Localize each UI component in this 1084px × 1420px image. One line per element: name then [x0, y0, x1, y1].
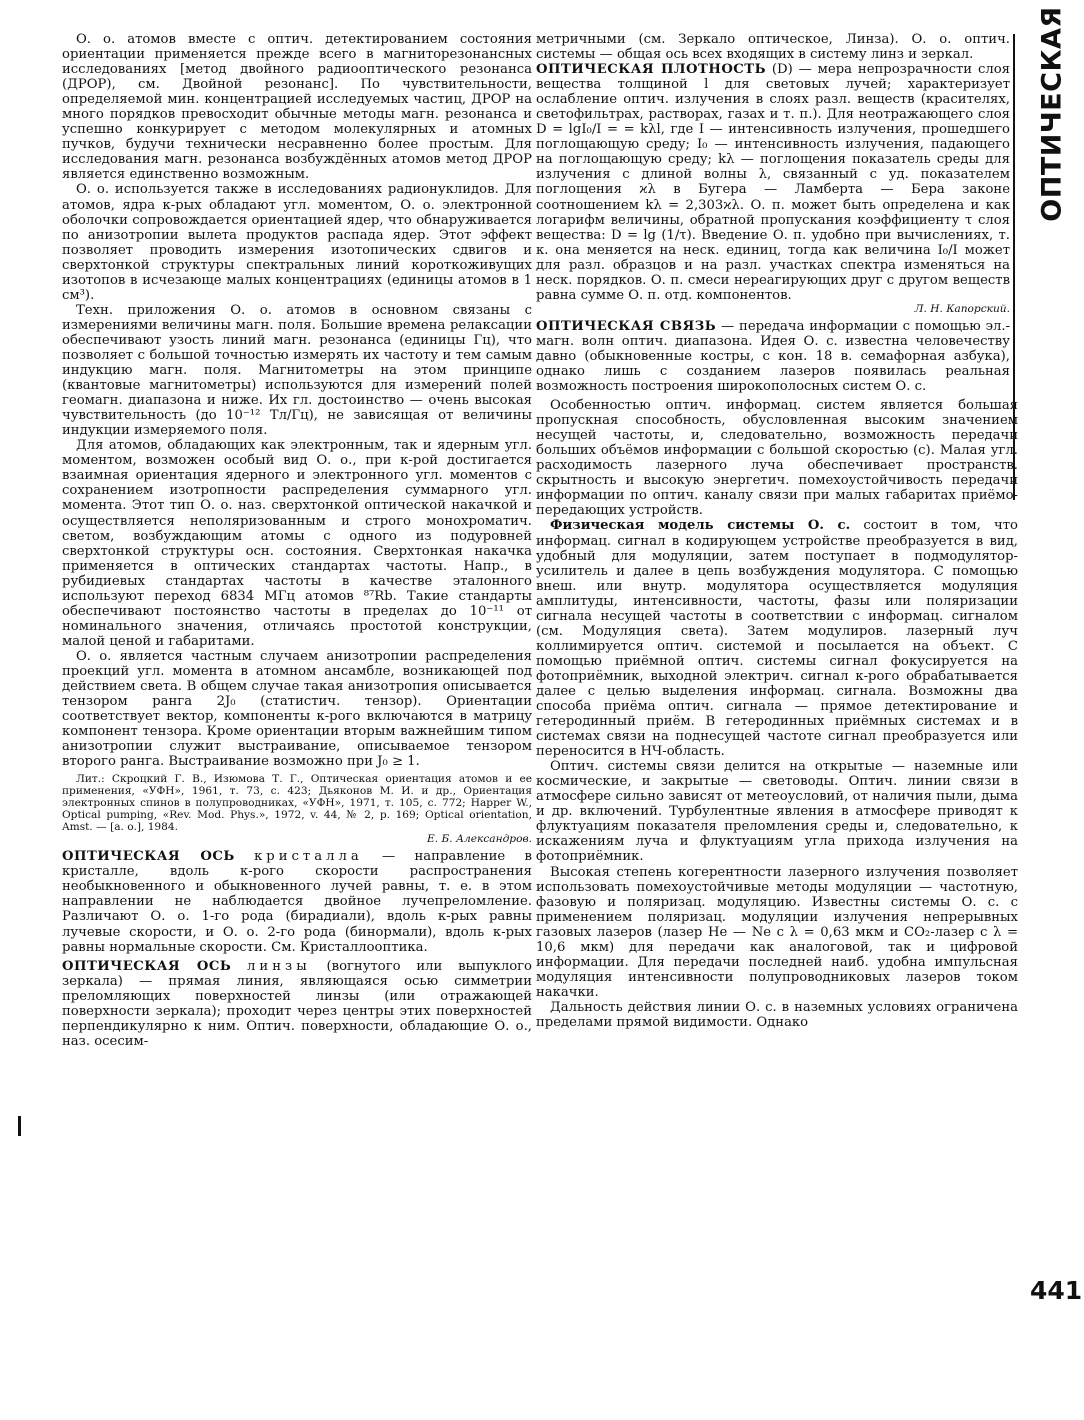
- entry-optical-axis-lens: [62, 959, 532, 1049]
- paragraph: Для атомов, обладающих как электронным, так и ядерным угл. моментом, возможен особый вид О. о., при к-рой достигается взаимная ориентация ядерного и электронного угл. моментов с сохранением изотропности распределения суммарного угл. момента. Этот тип О. о. наз. сверхтонкой оптической накачкой и осуществляется неполяризованным и строго монохроматич. светом, возбуждающим атомы с одного из подуровней сверхтонкой структуры осн. состояния. Сверхтонкая накачка применяется в оптических стандартах частоты. Напр., в рубидиевых стандартах частоты в качестве эталонного используют переход 6834 МГц атомов ⁸⁷Rb. Такие стандарты обеспечивают постоянство частоты в пределах до 10⁻¹¹ от номинального значения, отличаясь простотой конструкции, малой ценой и габаритами.: [62, 438, 532, 649]
- left-column: [62, 32, 532, 1049]
- entry-text: (D) — мера непрозрачности слоя вещества толщиной l для световых лучей; характеризует ослабление оптич. излучения в слоях разл. веществ (красителях, светофильтрах, растворах, газах и т. п.). Для неотражающего слоя D = lgI₀/I = = kλl, где I — интенсивность излучения, прошедшего поглощающую среду; I₀ — интенсивность излучения, падающего на поглощающую среду; kλ — поглощения показатель среды для излучения с длиной волны λ, связанный с уд. показателем поглощения ϰλ в Бугера — Ламберта — Бера законе соотношением kλ = 2,303ϰλ. О. п. может быть определена и как логарифм величины, обратной пропускания коэффициенту τ слоя вещества: D = lg (1/τ). Введение О. п. удобно при вычислениях, т. к. она меняется на неск. единиц, тогда как величина I₀/I может для разл. образцов и на разл. участках спектра изменяться на неск. порядков. О. п. смеси нереагирующих друг с другом веществ равна сумме О. п. отд. компонентов.: [536, 62, 1010, 303]
- literature-list: Лит.: Скроцкий Г. В., Изюмова Т. Г., Оптическая ориентация атомов и ее применения, «УФН», 1961, т. 73, с. 423; Дьяконов М. И. и др., Ориентация электронных спинов в полупроводниках, «УФН», 1971, т. 105, с. 772; Happer W., Optical pumping, «Rev. Mod. Phys.», 1972, v. 44, № 2, p. 169; Optical orientation, Amst. — [a. o.], 1984.: [62, 773, 532, 834]
- entry-heading: ОПТИЧЕСКАЯ ОСЬ: [62, 958, 232, 974]
- paragraph: О. о. используется также в исследованиях радионуклидов. Для атомов, ядра к-рых обладают угл. моментом, О. о. электронной оболочки сопровождается ориентацией ядер, что обнаруживается по анизотропии вылета продуктов распада ядер. Этот эффект позволяет проводить измерения изотопических сдвигов и сверхтонкой структуры спектральных линий короткоживущих изотопов в исчезающе малых концентрациях (единицы атомов в 1 см³).: [62, 182, 532, 303]
- paragraph: метричными (см. Зеркало оптическое, Линза). О. о. оптич. системы — общая ось всех входящих в систему линз и зеркал.: [536, 32, 1010, 63]
- author-signature: Е. Б. Александров.: [427, 833, 532, 846]
- running-header: [1024, 6, 1080, 222]
- entry-subheading: кристалла: [254, 849, 363, 865]
- paragraph: Техн. приложения О. о. атомов в основном связаны с измерениями величины магн. поля. Большие времена релаксации обеспечивают узость линий магн. резонанса (единицы Гц), что позволяет с большой точностью измерять их частоту и тем самым индукцию магн. поля. Магнитометры на этом принципе (квантовые магнитометры) используются для измерений полей геомагн. диапазона и ниже. Их гл. достоинство — очень высокая чувствительность (до 10⁻¹² Тл/Гц), не зависящая от величины индукции измеряемого поля.: [62, 302, 532, 439]
- paragraph-text: состоит в том, что информац. сигнал в кодирующем устройстве преобразуется в вид, удобный для модуляции, затем поступает в подмодулятор-усилитель и далее в цепь возбуждения модулятора. С помощью внеш. или внутр. модулятора осуществляется модуляция амплитуды, интенсивности, частоты, фазы или поляризации сигнала несущей частоты в соответствии с информац. сигналом (см. Модуляция света). Затем модулиров. лазерный луч коллимируется оптич. системой и посылается на объект. С помощью приёмной оптич. системы сигнал фокусируется на фотоприёмник, выходной электрич. сигнал к-рого обрабатывается далее с целью выделения информац. сигнала. Возможны два способа приёма оптич. сигнала — прямое детектирование и гетеродинный приём. В гетеродинных приёмных системах и в системах связи на поднесущей частоте сигнал преобразуется или переносится в НЧ-область.: [536, 518, 1018, 760]
- paragraph: [536, 518, 1018, 759]
- entry-optical-density: [536, 62, 1010, 303]
- margin-mark: [18, 1116, 21, 1136]
- entry-heading: ОПТИЧЕСКАЯ СВЯЗЬ: [536, 318, 717, 334]
- right-column: [536, 32, 1018, 1030]
- entry-text: — направление в кристалле, вдоль к-рого скорости распространения необыкновенного и обыкновенного лучей равны, т. е. в этом направлении не наблюдается двойное лучепреломление. Различают О. о. 1-го рода (бирадиали), вдоль к-рых равны лучевые скорости, и О. о. 2-го рода (бинормали), вдоль к-рых равны нормальные скорости. См. Кристаллооптика.: [62, 849, 532, 955]
- page-number: 441: [1030, 1276, 1083, 1305]
- entry-subheading: линзы: [247, 958, 311, 974]
- entry-heading: ОПТИЧЕСКАЯ ОСЬ: [62, 849, 235, 865]
- entry-optical-axis-crystal: [62, 849, 532, 954]
- paragraph: Высокая степень когерентности лазерного излучения позволяет использовать помехоустойчивые методы модуляции — частотную, фазовую и поляризац. модуляцию. Известны системы О. с. с применением поляризац. модуляции излучения непрерывных газовых лазеров (лазер He — Ne с λ = 0,63 мкм и CO₂-лазер с λ = 10,6 мкм) для передачи как аналоговой, так и цифровой информации. Для передачи последней наиб. удобна импульсная модуляция интенсивности полупроводниковых лазеров током накачки.: [536, 864, 1018, 1000]
- paragraph: Дальность действия линии О. с. в наземных условиях ограничена пределами прямой видимости. Однако: [536, 999, 1018, 1030]
- entry-heading: ОПТИЧЕСКАЯ ПЛОТНОСТЬ: [536, 62, 766, 78]
- paragraph-lead: Физическая модель системы О. с.: [550, 518, 851, 534]
- paragraph: Оптич. системы связи делится на открытые — наземные или космические, и закрытые — световоды. Оптич. линии связи в атмосфере сильно зависят от метеоусловий, от наличия пыли, дыма и др. включений. Турбулентные явления в атмосфере приводят к флуктуациям показателя преломления среды и, следовательно, к искажениям луча и флуктуациям угла прихода излучения на фотоприёмник.: [536, 759, 1018, 865]
- paragraph: О. о. атомов вместе с оптич. детектированием состояния ориентации применяется прежде всего в магниторезонансных исследованиях [метод двойного радиооптического резонанса (ДРОР), см. Двойной резонанс]. По чувствительности, определяемой мин. концентрацией исследуемых частиц, ДРОР на много порядков превосходит обычные методы магн. резонанса и успешно конкурирует с методом молекулярных и атомных пучков, будучи технически несравненно более простым. Для исследования магн. резонанса возбуждённых атомов метод ДРОР является единственно возможным.: [62, 32, 532, 183]
- paragraph: Особенностью оптич. информац. систем является большая пропускная способность, обусловленная высоким значением несущей частоты, и, следовательно, возможность передачи больших объёмов информации с большой скоростью (c). Малая угл. расходимость лазерного луча обеспечивает пространств. скрытность и высокую энергетич. помехоустойчивость передачи информации по оптич. каналу связи при малых габаритах приёмо-передающих устройств.: [536, 398, 1018, 519]
- author-signature: Л. Н. Капорский.: [914, 302, 1010, 315]
- right-column-upper: [536, 32, 1010, 394]
- entry-text: — передача информации с помощью эл.-магн. волн оптич. диапазона. Идея О. с. известна человечеству давно (обыкновенные костры, с кон. 18 в. семафорная азбука), однако лишь с созданием лазеров появилась реальная возможность построения широкополосных систем О. с.: [536, 318, 1010, 395]
- paragraph: О. о. является частным случаем анизотропии распределения проекций угл. момента в атомном ансамбле, возникающей под действием света. В общем случае такая анизотропия описывается тензором ранга 2J₀ (статистич. тензор). Ориентации соответствует вектор, компоненты к-рого включаются в матрицу компонент тензора. Кроме ориентации вторым важнейшим типом анизотропии служит выстраивание, описываемое тензором второго ранга. Выстраивание возможно при J₀ ≥ 1.: [62, 648, 532, 770]
- entry-text: (вогнутого или выпуклого зеркала) — прямая линия, являющаяся осью симметрии преломляющих поверхностей линзы (или отражающей поверхности зеркала); проходит через центры этих поверхностей перпендикулярно к ним. Оптич. поверхности, обладающие О. о., наз. осесим-: [62, 958, 532, 1049]
- running-header-text: ОПТИЧЕСКАЯ: [1036, 6, 1068, 222]
- entry-optical-communication: [536, 319, 1010, 394]
